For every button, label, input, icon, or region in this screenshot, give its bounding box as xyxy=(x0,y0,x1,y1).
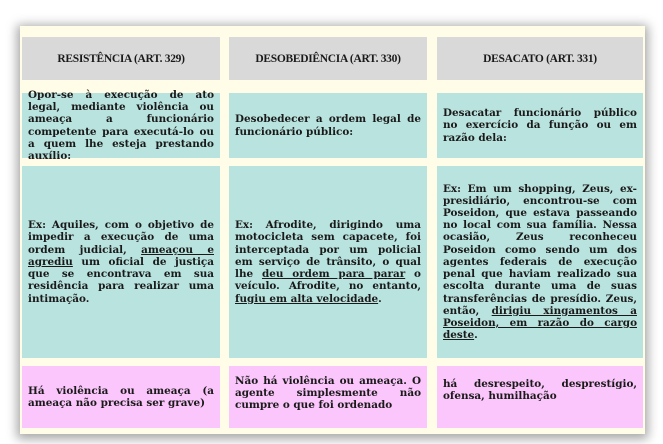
note-desobediencia xyxy=(229,366,427,428)
header-desacato xyxy=(437,37,643,80)
example-resistencia xyxy=(22,166,220,358)
example-text xyxy=(22,219,220,304)
header-label: DESACATO (ART. 331) xyxy=(483,52,597,65)
note-text: Não há violência ou ameaça. O agente simplesmente não cumpre o que foi ordenado xyxy=(235,375,421,412)
example-text-part: um oficial de justiça que se encontrava em sua residência para realizar uma intimação. xyxy=(28,255,214,305)
example-text-part: o veículo. Afrodite, no entanto, xyxy=(235,268,421,293)
example-emphasis: fugiu em alta velocidade xyxy=(235,292,379,305)
note-text: há desrespeito, desprestígio, ofensa, humilhação xyxy=(443,378,637,403)
note-desacato xyxy=(437,366,643,428)
example-desobediencia xyxy=(229,166,427,358)
example-desacato xyxy=(437,166,643,358)
note-text: Há violência ou ameaça (a ameaça não precisa ser grave) xyxy=(28,384,214,409)
header-desobediencia xyxy=(229,37,427,80)
example-text xyxy=(437,183,643,342)
example-emphasis: ameaçou e agrediu xyxy=(28,243,214,268)
definition-desacato xyxy=(437,93,643,158)
definition-desobediencia xyxy=(229,93,427,158)
example-text-part: Ex: Afrodite, dirigindo uma motocicleta sem capacete, foi interceptada por um policial em serviço de trânsito, o qual lhe xyxy=(235,219,421,281)
example-text-part: . xyxy=(474,329,478,342)
example-text-part: . xyxy=(378,292,382,305)
header-label: DESOBEDIÊNCIA (ART. 330) xyxy=(255,52,401,65)
header-resistencia xyxy=(22,37,220,80)
definition-text: Opor-se à execução de ato legal, mediante violência ou ameaça a funcionário competente para executá-lo ou a quem lhe esteja prestando auxílio: xyxy=(28,88,214,162)
header-label: RESISTÊNCIA (ART. 329) xyxy=(57,52,185,65)
example-text xyxy=(229,219,427,304)
definition-text: Desobedecer a ordem legal de funcionário público: xyxy=(235,113,421,138)
example-emphasis: dirigiu xingamentos a Poseidon, em razão do cargo deste xyxy=(443,304,637,342)
definition-resistencia xyxy=(22,88,220,162)
note-resistencia xyxy=(22,366,220,428)
example-text-part: Ex: Em um shopping, Zeus, ex-presidiário, encontrou-se com Poseidon, que estava passeando no local com sua família. Nessa ocasião, Zeus reconheceu Poseidon como sendo um dos agentes federais de execução penal que haviam realizado sua escolta durante uma de suas transferências de presídio. Zeus, então, xyxy=(443,182,637,317)
example-text-part: Ex: Aquiles, com o objetivo de impedir a execução de uma ordem judicial, xyxy=(28,219,214,256)
example-emphasis: deu ordem para parar xyxy=(261,268,406,281)
definition-text: Desacatar funcionário público no exercício da função ou em razão dela: xyxy=(443,107,637,144)
